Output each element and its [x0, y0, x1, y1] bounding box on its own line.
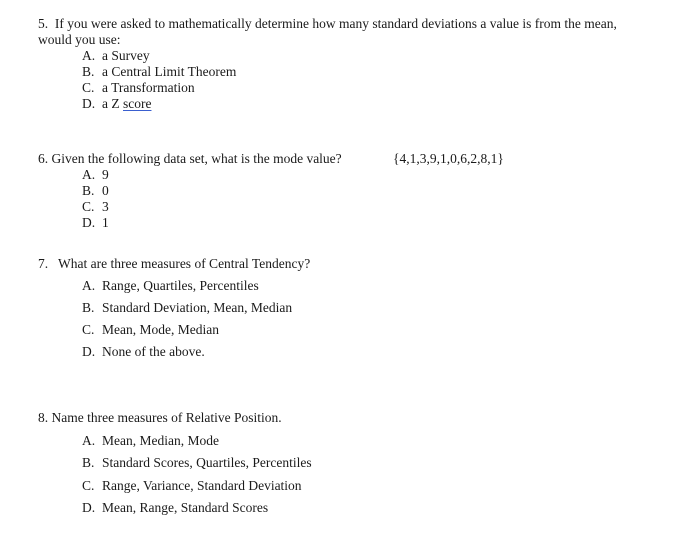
question-6-option-b: B. 0 [82, 183, 109, 198]
question-7-option-d: D. None of the above. [82, 344, 205, 359]
question-6-option-d: D. 1 [82, 215, 109, 230]
question-5-number: 5. [38, 16, 49, 31]
question-7-stem: 7. What are three measures of Central Tendency? [38, 256, 311, 271]
question-5-option-c: C. a Transformation [82, 80, 195, 95]
question-7 [38, 256, 310, 366]
question-5-line2: would you use: [38, 32, 121, 47]
question-5-options [38, 48, 617, 112]
question-7-options [38, 278, 310, 360]
question-6-option-a: A. 9 [82, 167, 109, 182]
question-5-option-d: D. a Z score [82, 96, 152, 111]
question-8-option-b: B. Standard Scores, Quartiles, Percentiles [82, 455, 312, 470]
question-8-options [38, 433, 312, 517]
question-8-option-a: A. Mean, Median, Mode [82, 432, 219, 448]
question-6 [38, 151, 342, 231]
question-5 [38, 16, 617, 112]
question-8-option-c: C. Range, Variance, Standard Deviation [82, 477, 302, 493]
question-5-option-a: A. a Survey [82, 48, 150, 63]
question-7-option-a: A. Range, Quartiles, Percentiles [82, 278, 259, 293]
question-5-line1: If you were asked to mathematically determine how many standard deviations a value is from the mean, [54, 16, 617, 31]
question-7-option-c: C. Mean, Mode, Median [82, 322, 219, 337]
question-8-option-d: D. Mean, Range, Standard Scores [82, 500, 269, 515]
question-6-option-c: C. 3 [82, 199, 109, 214]
z-score-underlined-text: score [123, 96, 152, 111]
question-6-stem: 6. Given the following data set, what is the mode value? [38, 151, 342, 166]
question-5-stem [38, 16, 617, 48]
question-8-stem: 8. Name three measures of Relative Position. [38, 410, 282, 425]
question-5-option-b: B. a Central Limit Theorem [82, 64, 237, 79]
question-6-dataset: {4,1,3,9,1,0,6,2,8,1} [393, 151, 504, 166]
question-7-number: 7. [38, 256, 49, 271]
question-6-options [38, 167, 342, 231]
question-7-option-b: B. Standard Deviation, Mean, Median [82, 300, 293, 315]
question-8 [38, 410, 312, 523]
